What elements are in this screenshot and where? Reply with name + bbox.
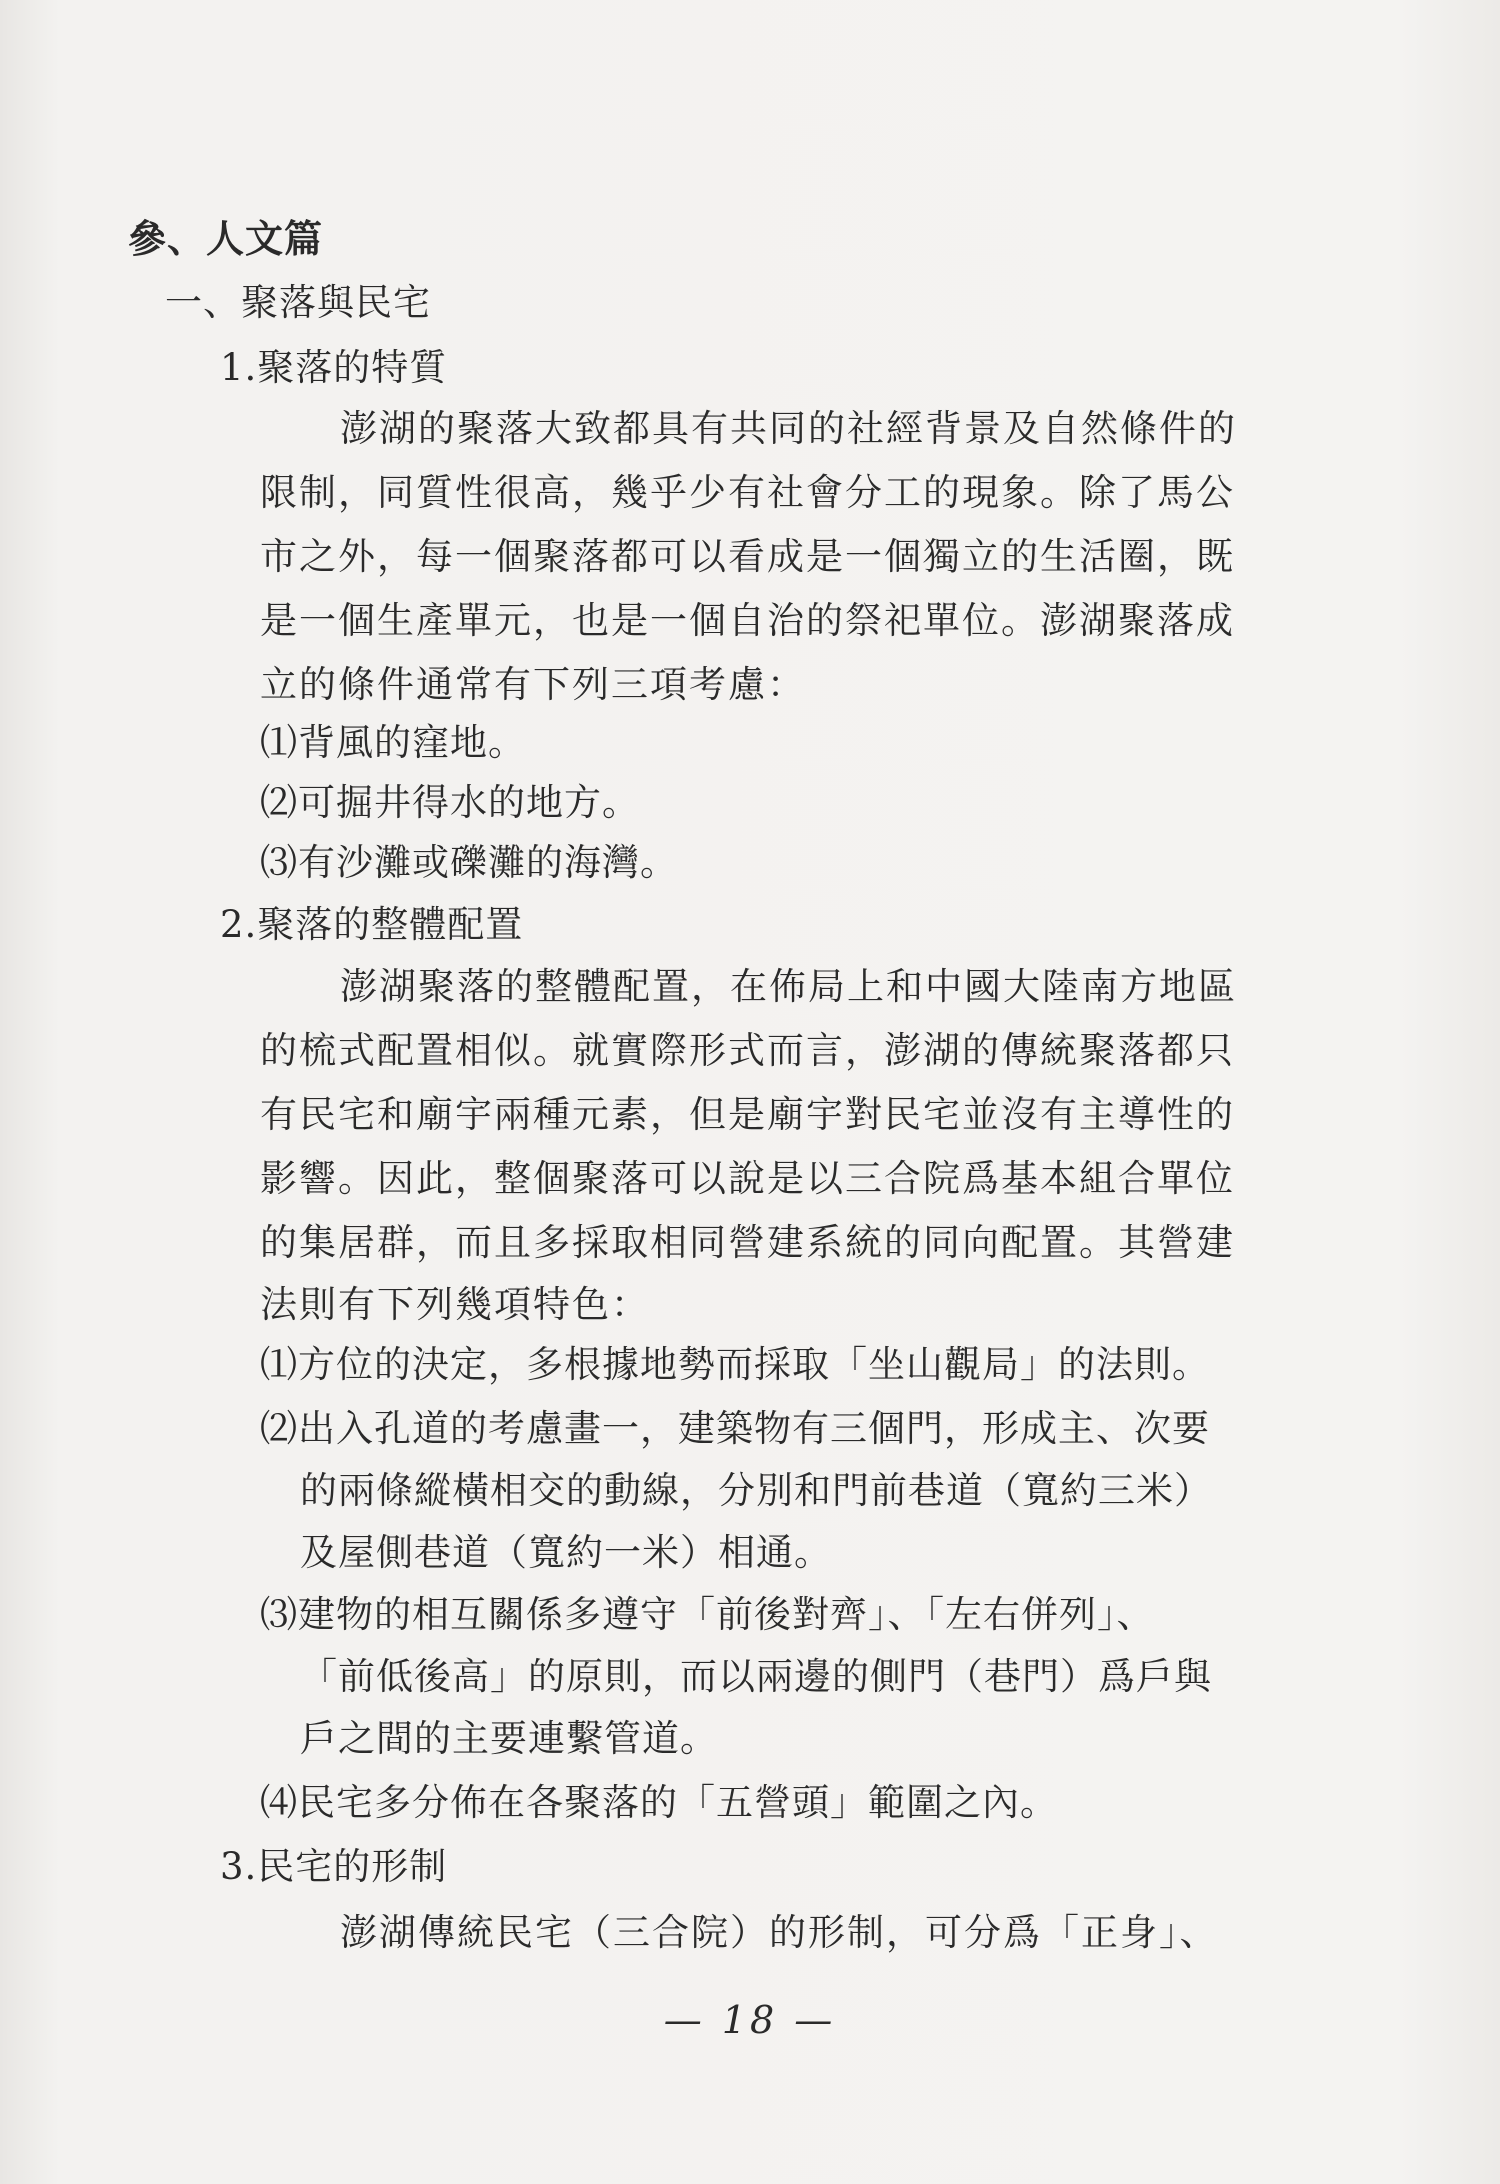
paragraph-line: 是一個生產單元，也是一個自治的祭祀單位。澎湖聚落成 xyxy=(260,599,1235,642)
list-item: ⑴背風的窪地。 xyxy=(260,721,526,764)
chapter-title: 參、人文篇 xyxy=(128,216,324,261)
subsection-title-2: 2.聚落的整體配置 xyxy=(220,903,524,946)
paragraph-line: 立的條件通常有下列三項考慮： xyxy=(260,663,806,706)
paragraph-line: 市之外，每一個聚落都可以看成是一個獨立的生活圈，既 xyxy=(260,535,1235,578)
page-number-text: — 18 — xyxy=(663,1998,837,2042)
subsection-title-1: 1.聚落的特質 xyxy=(220,346,448,389)
list-item: ⑷民宅多分佈在各聚落的「五營頭」範圍之內。 xyxy=(260,1781,1058,1824)
list-item-continued: 的兩條縱橫相交的動線，分別和門前巷道（寬約三米） xyxy=(300,1469,1212,1512)
list-item-continued: 戶之間的主要連繫管道。 xyxy=(300,1717,718,1760)
page-number xyxy=(0,1998,1500,2042)
subsection-title-3: 3.民宅的形制 xyxy=(220,1845,448,1888)
paragraph-line: 的梳式配置相似。就實際形式而言，澎湖的傳統聚落都只 xyxy=(260,1029,1235,1072)
list-item-continued: 及屋側巷道（寬約一米）相通。 xyxy=(300,1531,832,1574)
paragraph-line: 澎湖的聚落大致都具有共同的社經背景及自然條件的 xyxy=(340,407,1237,450)
paragraph-line: 澎湖傳統民宅（三合院）的形制，可分爲「正身」、 xyxy=(340,1911,1219,1954)
section-title: 一、聚落與民宅 xyxy=(165,281,431,324)
paragraph-line: 影響。因此，整個聚落可以說是以三合院爲基本組合單位 xyxy=(260,1157,1235,1200)
list-item: ⑶建物的相互關係多遵守「前後對齊」、「左右併列」、 xyxy=(260,1593,1155,1636)
paragraph-line: 有民宅和廟宇兩種元素，但是廟宇對民宅並沒有主導性的 xyxy=(260,1093,1235,1136)
paragraph-line: 的集居群，而且多採取相同營建系統的同向配置。其營建 xyxy=(260,1221,1235,1264)
paragraph-line: 限制，同質性很高，幾乎少有社會分工的現象。除了馬公 xyxy=(260,471,1235,514)
paragraph-line: 澎湖聚落的整體配置，在佈局上和中國大陸南方地區 xyxy=(340,965,1237,1008)
paragraph-line: 法則有下列幾項特色： xyxy=(260,1283,650,1326)
list-item: ⑵出入孔道的考慮畫一，建築物有三個門，形成主、次要 xyxy=(260,1407,1210,1450)
list-item: ⑵可掘井得水的地方。 xyxy=(260,781,640,824)
list-item: ⑴方位的決定，多根據地勢而採取「坐山觀局」的法則。 xyxy=(260,1343,1210,1386)
list-item-continued: 「前低後高」的原則，而以兩邊的側門（巷門）爲戶與 xyxy=(300,1655,1212,1698)
list-item: ⑶有沙灘或礫灘的海灣。 xyxy=(260,841,678,884)
